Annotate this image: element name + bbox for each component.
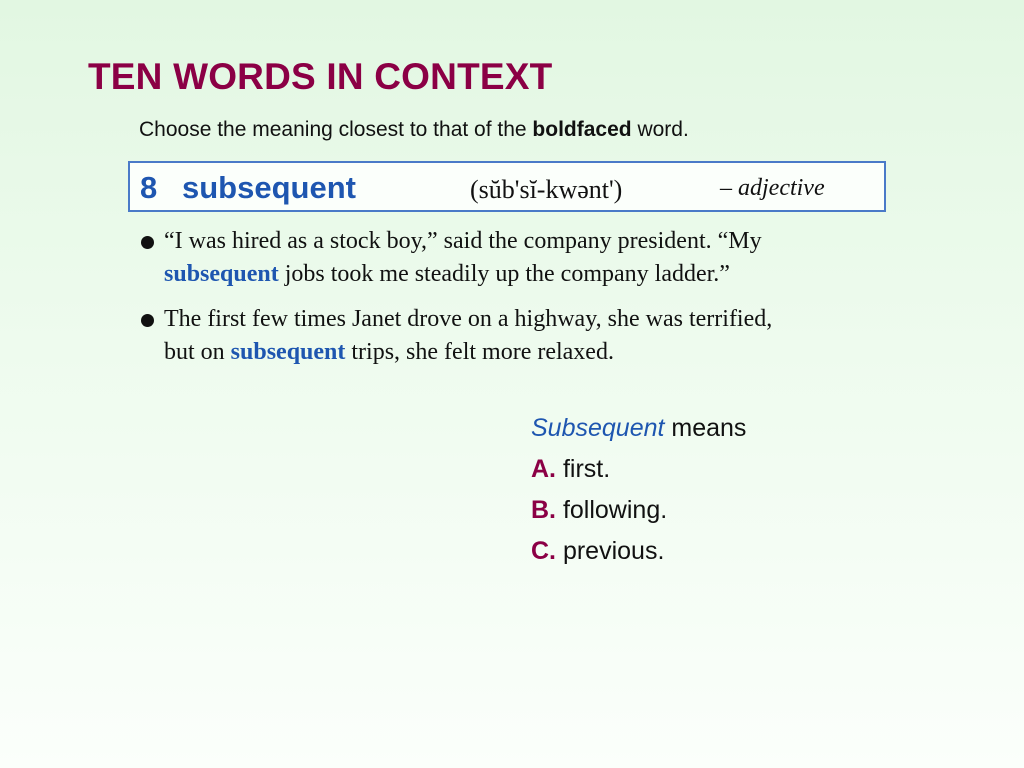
vocab-word: subsequent	[182, 170, 356, 205]
word-number: 8	[140, 170, 158, 205]
example-2-line-1: The first few times Janet drove on a highway, she was terrified,	[164, 306, 773, 332]
option-a-letter: A.	[531, 455, 556, 483]
word-box	[128, 161, 886, 212]
example-2-line-2	[164, 336, 904, 369]
example-1-line-2-after: jobs took me steadily up the company ladder.”	[278, 261, 730, 287]
question-stem	[531, 414, 746, 443]
instruction-bold: boldfaced	[532, 118, 632, 141]
option-b-text: following.	[556, 496, 668, 524]
example-sentence-2	[164, 303, 904, 369]
instruction-text	[139, 118, 689, 142]
option-c[interactable]	[531, 537, 664, 566]
bullet-icon	[141, 314, 154, 327]
pronunciation: (sŭb'sĭ-kwənt')	[470, 175, 623, 204]
instruction-after: word.	[631, 118, 689, 141]
option-c-text: previous.	[556, 537, 665, 565]
example-2-keyword: subsequent	[230, 339, 346, 365]
option-a-text: first.	[556, 455, 611, 483]
bullet-icon	[141, 236, 154, 249]
part-of-speech: – adjective	[720, 175, 825, 201]
option-b[interactable]	[531, 496, 667, 525]
example-2-line-2-after: trips, she felt more relaxed.	[345, 339, 614, 365]
question-stem-after: means	[664, 414, 747, 442]
example-sentence-1	[164, 225, 904, 291]
instruction-before: Choose the meaning closest to that of the	[139, 118, 533, 141]
example-1-line-1: “I was hired as a stock boy,” said the company president. “My	[164, 228, 762, 254]
question-keyword: Subsequent	[531, 414, 665, 442]
page-title: TEN WORDS IN CONTEXT	[88, 56, 553, 97]
example-1-keyword: subsequent	[164, 261, 279, 287]
option-c-letter: C.	[531, 537, 556, 565]
option-a[interactable]	[531, 455, 610, 484]
example-2-line-2-before: but on	[164, 339, 231, 365]
option-b-letter: B.	[531, 496, 556, 524]
example-1-line-2	[164, 258, 904, 291]
